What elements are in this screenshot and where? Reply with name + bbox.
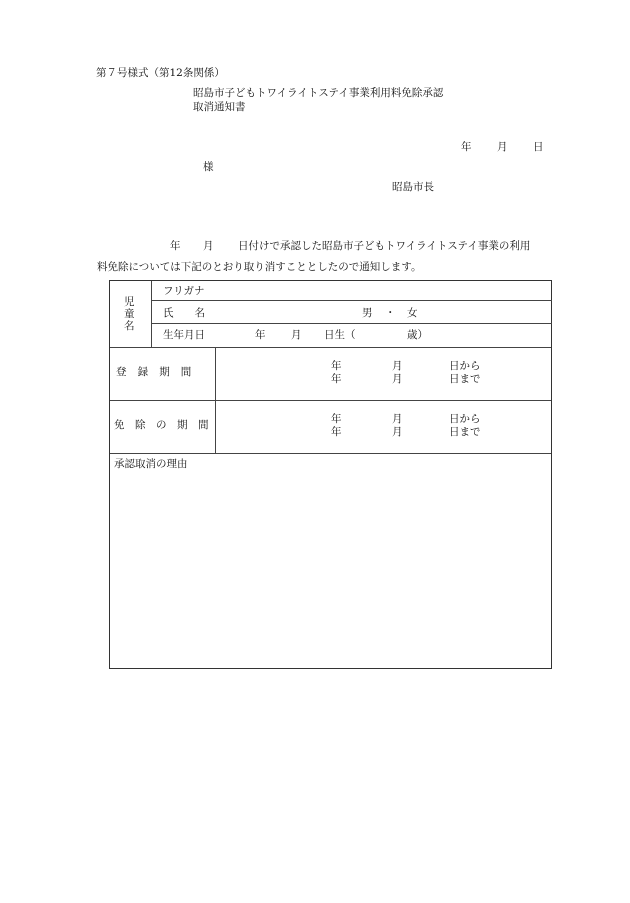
age-label: 歳）: [407, 329, 428, 341]
registration-to-month: 月: [392, 373, 403, 385]
gender-female: 女: [407, 307, 418, 319]
registration-from-suffix: 日から: [449, 360, 481, 372]
section-divider: [110, 453, 551, 454]
issuer-name: 昭島市長: [392, 181, 434, 193]
section-divider: [110, 347, 551, 348]
gender-separator: ・: [385, 307, 396, 319]
registration-period-label: 登 録 期 間: [116, 366, 192, 378]
issue-date-day-label: 日: [533, 141, 544, 153]
exemption-to-month: 月: [392, 426, 403, 438]
row-divider: [151, 300, 552, 301]
body-year-label: 年: [170, 240, 181, 252]
exemption-from-year: 年: [331, 413, 342, 425]
gender-male: 男: [362, 307, 373, 319]
child-name-label: 氏 名: [163, 307, 205, 319]
exemption-to-year: 年: [331, 426, 342, 438]
furigana-label: フリガナ: [163, 285, 205, 297]
registration-to-suffix: 日まで: [449, 373, 481, 385]
birth-year-label: 年: [255, 329, 266, 341]
body-line1-text: 日付けで承認した昭島市子どもトワイライトステイ事業の利用: [238, 240, 531, 252]
row-divider: [151, 323, 552, 324]
body-month-label: 月: [203, 240, 214, 252]
birthdate-label: 生年月日: [163, 329, 205, 341]
exemption-to-suffix: 日まで: [449, 426, 481, 438]
document-title-line1: 昭島市子どもトワイライトステイ事業利用料免除承認: [193, 87, 444, 99]
registration-from-month: 月: [392, 360, 403, 372]
issue-date-month-label: 月: [497, 141, 508, 153]
form-number: 第７号様式（第12条関係）: [96, 67, 225, 79]
notice-form-table: [109, 280, 552, 669]
birth-month-label: 月: [291, 329, 302, 341]
section-divider: [110, 400, 551, 401]
recipient-suffix: 様: [203, 161, 214, 173]
exemption-from-month: 月: [392, 413, 403, 425]
birth-day-label: 日生（: [324, 329, 356, 341]
issue-date-year-label: 年: [461, 141, 472, 153]
child-label-char: 名: [124, 320, 135, 332]
document-title-line2: 取消通知書: [193, 101, 246, 113]
column-divider: [215, 347, 216, 453]
child-label-char: 童: [124, 308, 135, 320]
registration-from-year: 年: [331, 360, 342, 372]
exemption-period-label: 免 除 の 期 間: [114, 419, 209, 431]
child-label-char: 児: [124, 296, 135, 308]
registration-to-year: 年: [331, 373, 342, 385]
body-line2-text: 料免除については下記のとおり取り消すこととしたので通知します。: [97, 261, 422, 273]
column-divider: [151, 281, 152, 347]
cancellation-reason-label: 承認取消の理由: [114, 458, 188, 470]
exemption-from-suffix: 日から: [449, 413, 481, 425]
